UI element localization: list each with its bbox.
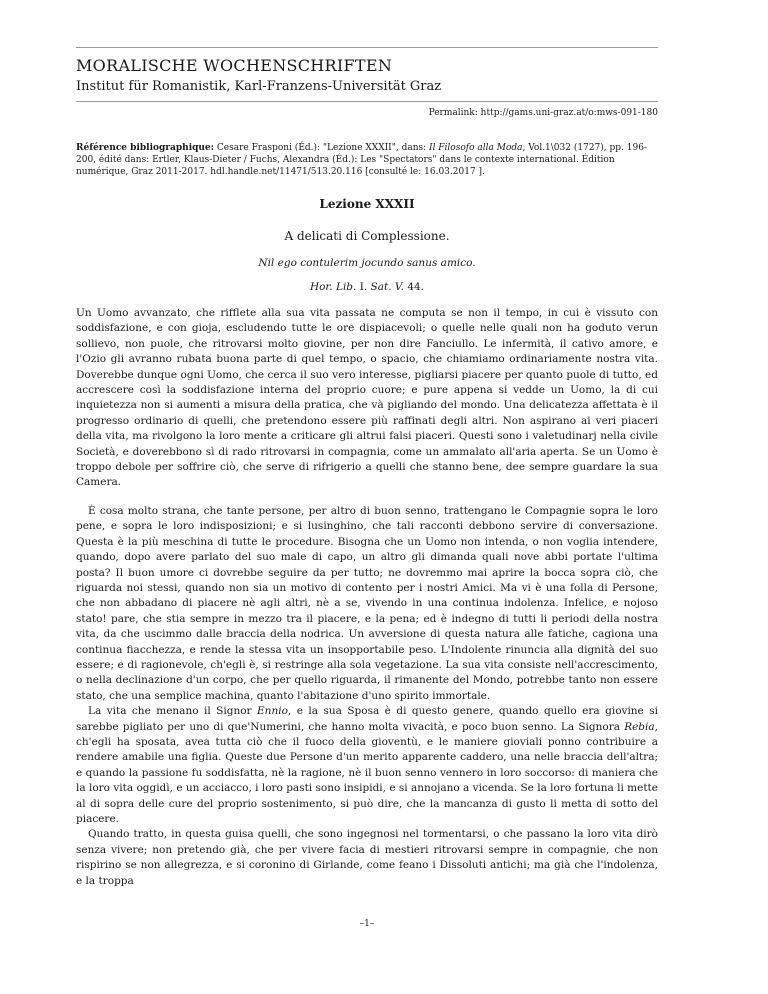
institute-name: Institut für Romanistik, Karl-Franzens-Universität Graz bbox=[76, 79, 442, 94]
cite-author: Hor. Lib. bbox=[309, 281, 357, 293]
paragraph-3-text-c: , ch'egli ha sposata, avea tutta ciò che il fuoco della gioventù, e le maniere gioviali ponno contribuire a rendere amabile una figlia. Queste due Persone d'un merito apparente caddero, una nelle braccia dell'altra; e quando la passione fu soddisfatta, nè la ragione, nè il buon senno vennero in loro soccorso: di maniera che la loro vita oggidì, e un acciacco, i loro pasti sono insipidi, e si annojano a vicenda. Se la loro fortuna li mette al di sopra delle cure del proprio sostenimento, si può dire, che la mancanza di gusto li metta di sotto del piacere. bbox=[76, 720, 658, 825]
permalink[interactable]: Permalink: http://gams.uni-graz.at/o:mws-091-180 bbox=[428, 108, 658, 118]
paragraph-3 bbox=[76, 704, 658, 827]
cite-mid: I. bbox=[356, 281, 371, 293]
paragraph-4: Quando tratto, in questa guisa quelli, che sono ingegnosi nel tormentarsi, o che passano la loro vita dirò senza vivere; non pretendo già, che per vivere facia di mestieri ritrovarsi sempre in compagnie, che non rispirino se non allegrezza, e si coronino di Girlande, come feano i Dissoluti antichi; ma già che l'indolenza, e la troppa bbox=[76, 828, 658, 887]
paragraph-3-text-b: , e la sua Sposa è di questo genere, quando quello era giovine si sarebbe pigliato per uno di que'Numerini, che hanno molta vivacità, e poco buon senno. La Signora bbox=[76, 705, 658, 733]
name-rebia: Rebia bbox=[624, 720, 655, 733]
name-ennio: Ennio bbox=[257, 705, 288, 718]
page-number: –1– bbox=[359, 919, 375, 929]
motto: Nil ego contulerim jocundo sanus amico. bbox=[258, 257, 476, 269]
article-title: Lezione XXXII bbox=[319, 197, 415, 211]
paragraph-1: Un Uomo avvanzato, che rifflete alla sua vita passata ne computa se non il tempo, in cui è vissuto con soddisfazione, e con gioja, escludendo tutte le ore dispiacevoli; o quelle nelle quali non ha goduto verun sollievo, non puole, che ritrovarsi molto giovine, per non dire Fanciullo. Le infermità, il cativo amore, e l'Ozio gli avranno rubata buona parte di quel tempo, o spacio, che chiamiamo ordinariamente nostra vita. Doverebbe dunque ogni Uomo, che cerca il suo vero interesse, pigliarsi piacere per quanto puole di tutto, ed accrescere così la soddisfazione interna del proprio cuore; e pure appena si vedde un Uomo, la di cui inquietezza non si aumenti a misura della pratica, che và pigliando del mondo. Una delicatezza affettata è il progresso ordinario di quelli, che pretendono essere più raffinati degli altri. Non aspirano ai veri piaceri della vita, ma rivolgono la loro mente a criticare gli altrui falsi piaceri. Questi sono i valetudinarj nella civile Società, e doverebbono sì di rado ritrovarsi in compagnia, come un ammalato all'aria aperta. Se un Uomo è troppo debole per soffrire ciò, che serve di rifrigerio a quelli che stanno bene, dee sempre guardare la sua Camera. bbox=[76, 307, 658, 489]
paragraph-2: È cosa molto strana, che tante persone, per altro di buon senno, trattengano le Compagnie sopra le loro pene, e sopra le loro indisposizioni; e si lusinghino, che tali racconti debbono servire di conversazione. Questa è la più meschina di tutte le procedure. Bisogna che un Uomo non intenda, o non voglia intendere, quando, dopo avere parlato del suo male di capo, un altro gli dimanda quali nove abbi portate l'ultima posta? Il buon umore ci dovrebbe seguire da per tutto; ne dovremmo mai aprire la bocca sopra ciò, che riguarda noi stessi, quando non sia un motivo di contento per i nostri Amici. Ma vi è una folla di Persone, che non abbadano di piacere nè agli altri, nè a se, vivendo in una continua indolenza. Infelice, e nojoso stato! pare, che stia sempre in mezzo tra il piacere, e la pena; ed è indegno di tutti li periodi della nostra vita, da che uscimmo dalle braccia della nodrica. Un avversione di questa natura alle fatiche, cagiona una continua fiacchezza, e rende la stessa vita un insopportabile peso. L'Indolente rinuncia alla dignità del suo essere; e di ragionevole, ch'egli è, si restringe alla sola vegetazione. La sua vita consiste nell'accrescimento, o nella declinazione d'un corpo, che per quello riguarda, il rimanente del Mondo, potrebbe tanto non essere stato, che una semplice machina, quanto l'abitazione d'uno spirito immortale. bbox=[76, 504, 658, 702]
article-body bbox=[76, 306, 658, 889]
document-page bbox=[76, 0, 658, 929]
cite-work: Sat. V. bbox=[370, 281, 404, 293]
header-rule bbox=[76, 101, 658, 102]
motto-citation bbox=[76, 280, 658, 294]
bibliographic-reference bbox=[76, 142, 658, 178]
cite-end: 44. bbox=[403, 281, 425, 293]
site-title: MORALISCHE WOCHENSCHRIFTEN bbox=[76, 56, 393, 75]
reference-text-1: Cesare Frasponi (Éd.): "Lezione XXXII", dans: bbox=[214, 143, 430, 153]
reference-journal: Il Filosofo alla Moda bbox=[429, 143, 523, 153]
reference-text-2: , Vol.1\032 (1727), pp. 196-200, édité dans: Ertler, Klaus-Dieter / Fuchs, Alexandra (Éd.): Les "Spectators" dans le contexte international. Édition numérique, Graz 2011-2017. hdl.handle.net/11471/513.20.116 [consulté le: 16.03.2017 ]. bbox=[76, 143, 647, 177]
reference-label: Référence bibliographique: bbox=[76, 143, 215, 153]
top-rule bbox=[76, 47, 658, 48]
paragraph-3-text-a: La vita che menano il Signor bbox=[88, 705, 258, 718]
article-subtitle: A delicati di Complessione. bbox=[284, 229, 450, 243]
